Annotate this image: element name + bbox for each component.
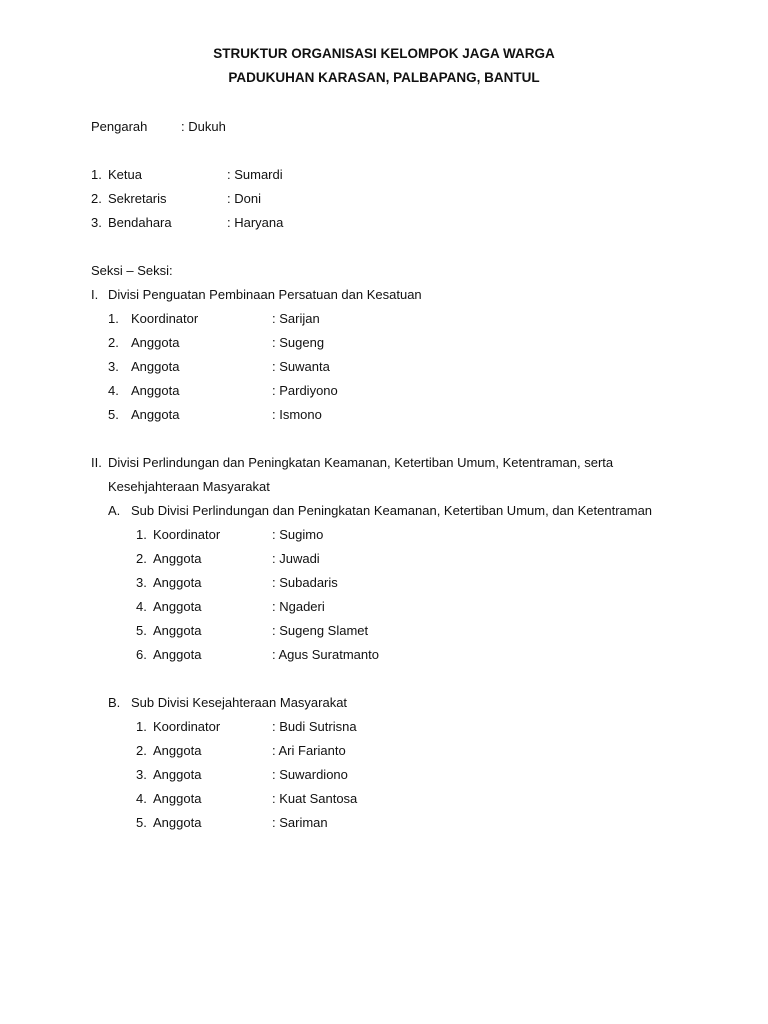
divisi-2-title-line-1: Divisi Perlindungan dan Peningkatan Keamanan, Ketertiban Umum, Ketentraman, serta bbox=[108, 455, 614, 470]
divisi-1-member-5-name: : Ismono bbox=[272, 407, 322, 422]
sub-a-member-2-name: : Juwadi bbox=[272, 551, 320, 566]
pengurus-3-role: Bendahara bbox=[108, 215, 172, 230]
document-title-line-1: STRUKTUR ORGANISASI KELOMPOK JAGA WARGA bbox=[213, 46, 555, 61]
sub-b-member-4-name: : Kuat Santosa bbox=[272, 791, 358, 806]
sub-divisi-b-title: Sub Divisi Kesejahteraan Masyarakat bbox=[131, 695, 348, 710]
divisi-1-num: I. bbox=[91, 287, 99, 302]
sub-b-member-1-name: : Budi Sutrisna bbox=[272, 719, 357, 734]
divisi-1-member-1-name: : Sarijan bbox=[272, 311, 320, 326]
sub-b-member-3-name: : Suwardiono bbox=[272, 767, 348, 782]
divisi-1-member-4-num: 4. bbox=[108, 383, 119, 398]
divisi-1-member-4-role: Anggota bbox=[131, 383, 180, 398]
divisi-1-member-3-role: Anggota bbox=[131, 359, 180, 374]
pengurus-3-num: 3. bbox=[91, 215, 102, 230]
divisi-1-member-2-name: : Sugeng bbox=[272, 335, 325, 350]
sub-a-member-5-role: Anggota bbox=[153, 623, 202, 638]
sub-b-member-1-role: Koordinator bbox=[153, 719, 221, 734]
sub-a-member-3-role: Anggota bbox=[153, 575, 202, 590]
divisi-1-member-3-name: : Suwanta bbox=[272, 359, 330, 374]
pengurus-1-num: 1. bbox=[91, 167, 102, 182]
sub-a-member-4-role: Anggota bbox=[153, 599, 202, 614]
sub-b-member-3-role: Anggota bbox=[153, 767, 202, 782]
sub-b-member-2-num: 2. bbox=[136, 743, 147, 758]
pengurus-1-role: Ketua bbox=[108, 167, 142, 182]
document-title-line-2: PADUKUHAN KARASAN, PALBAPANG, BANTUL bbox=[228, 70, 540, 85]
sub-b-member-4-num: 4. bbox=[136, 791, 147, 806]
pengarah-label: Pengarah bbox=[91, 119, 148, 134]
sub-b-member-3-num: 3. bbox=[136, 767, 147, 782]
divisi-1-member-2-role: Anggota bbox=[131, 335, 180, 350]
sub-a-member-5-name: : Sugeng Slamet bbox=[272, 623, 369, 638]
pengurus-3-name: : Haryana bbox=[227, 215, 284, 230]
sub-a-member-4-name: : Ngaderi bbox=[272, 599, 325, 614]
sub-b-member-4-role: Anggota bbox=[153, 791, 202, 806]
pengurus-1-name: : Sumardi bbox=[227, 167, 283, 182]
divisi-1-member-3-num: 3. bbox=[108, 359, 119, 374]
sub-a-member-2-num: 2. bbox=[136, 551, 147, 566]
divisi-1-member-4-name: : Pardiyono bbox=[272, 383, 338, 398]
sub-a-member-6-role: Anggota bbox=[153, 647, 202, 662]
sub-b-member-5-role: Anggota bbox=[153, 815, 202, 830]
sub-b-member-5-num: 5. bbox=[136, 815, 147, 830]
divisi-1-member-1-num: 1. bbox=[108, 311, 119, 326]
sub-a-member-1-role: Koordinator bbox=[153, 527, 221, 542]
divisi-1-title: Divisi Penguatan Pembinaan Persatuan dan Kesatuan bbox=[108, 287, 422, 302]
sub-a-member-2-role: Anggota bbox=[153, 551, 202, 566]
sub-a-member-3-num: 3. bbox=[136, 575, 147, 590]
sub-divisi-b-letter: B. bbox=[108, 695, 121, 710]
pengurus-2-name: : Doni bbox=[227, 191, 261, 206]
sub-b-member-5-name: : Sariman bbox=[272, 815, 328, 830]
sub-a-member-1-name: : Sugimo bbox=[272, 527, 324, 542]
divisi-2-title-line-2: Kesehjahteraan Masyarakat bbox=[108, 479, 270, 494]
pengurus-2-role: Sekretaris bbox=[108, 191, 167, 206]
sub-b-member-2-name: : Ari Farianto bbox=[272, 743, 346, 758]
sub-b-member-2-role: Anggota bbox=[153, 743, 202, 758]
sub-divisi-a-letter: A. bbox=[108, 503, 121, 518]
sub-a-member-6-name: : Agus Suratmanto bbox=[272, 647, 379, 662]
divisi-2-num: II. bbox=[91, 455, 102, 470]
sub-a-member-5-num: 5. bbox=[136, 623, 147, 638]
sub-a-member-4-num: 4. bbox=[136, 599, 147, 614]
seksi-heading: Seksi – Seksi: bbox=[91, 263, 173, 278]
pengarah-value: : Dukuh bbox=[181, 119, 226, 134]
sub-a-member-6-num: 6. bbox=[136, 647, 147, 662]
divisi-1-member-1-role: Koordinator bbox=[131, 311, 199, 326]
sub-a-member-3-name: : Subadaris bbox=[272, 575, 338, 590]
pengurus-2-num: 2. bbox=[91, 191, 102, 206]
sub-divisi-a-title: Sub Divisi Perlindungan dan Peningkatan Keamanan, Ketertiban Umum, dan Ketentraman bbox=[131, 503, 653, 518]
divisi-1-member-2-num: 2. bbox=[108, 335, 119, 350]
sub-b-member-1-num: 1. bbox=[136, 719, 147, 734]
sub-a-member-1-num: 1. bbox=[136, 527, 147, 542]
divisi-1-member-5-num: 5. bbox=[108, 407, 119, 422]
divisi-1-member-5-role: Anggota bbox=[131, 407, 180, 422]
